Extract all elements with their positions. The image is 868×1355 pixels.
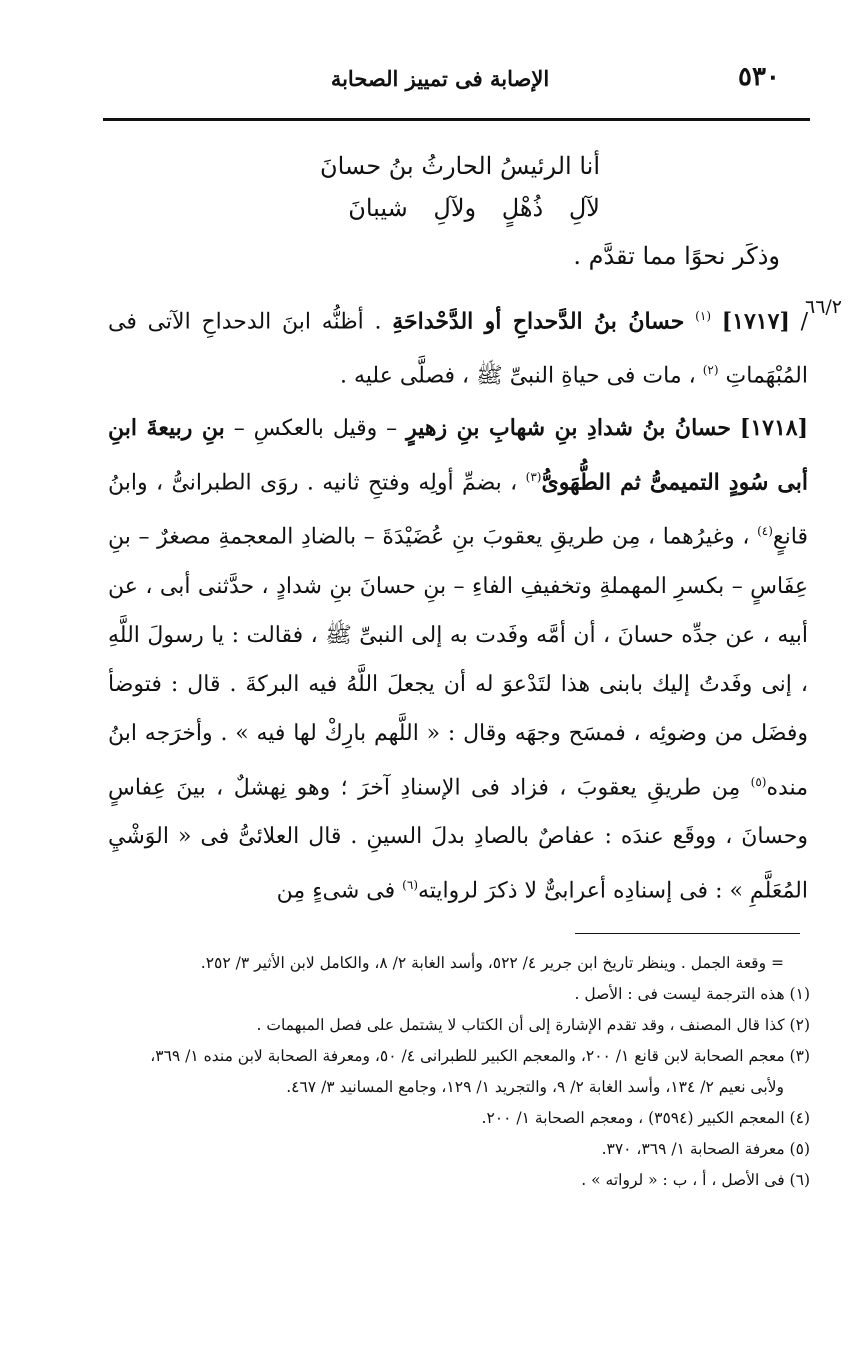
footnote-3-continued: ولأبى نعيم ٢/ ١٣٤، وأسد الغابة ٢/ ٩، والتجريد ١/ ١٢٩، وجامع المسانيد ٣/ ٤٦٧. xyxy=(286,1078,784,1096)
entry-prefix: / xyxy=(800,309,809,335)
margin-reference: ٦٦/٢ xyxy=(805,296,843,318)
footnote-4: (٤) المعجم الكبير (٣٥٩٤) ، ومعجم الصحابة ١/ ٢٠٠. xyxy=(481,1109,810,1127)
verse-line-3: وذكَر نحوًا مما تقدَّم . xyxy=(573,242,780,270)
entry-number: [١٧١٨] xyxy=(739,415,809,441)
footnote-mark: (٤) xyxy=(757,524,773,539)
footnote-mark: (٣) xyxy=(525,470,542,484)
entry-text: فى شىءٍ مِن xyxy=(276,878,396,904)
verse-line-1: أنا الرئيسُ الحارثُ بنُ حسانَ xyxy=(319,152,600,180)
footnote-3: (٣) معجم الصحابة لابن قانع ١/ ٢٠٠، والمعجم الكبير للطبرانى ٤/ ٥٠، ومعرفة الصحابة لابن منده ١/ ٣٦٩، xyxy=(150,1047,810,1065)
entry-name: حسانُ بنُ شدادِ بنِ شهابِ بنِ زهيرٍ xyxy=(406,415,731,441)
entry-text: ، وغيرُهما ، مِن طريقِ يعقوبَ بنِ عُضَيْدَةَ – بالضادِ المعجمةِ مصغرٌ – بنِ عِفَاسٍ – بكسرِ المهملةِ وتخفيفِ الفاءِ – بنِ حسانَ بنِ شدادٍ ، حدَّثنى أبى ، عن أبيه ، عن جدِّه حسانَ ، أن أمَّه وفَدت به إلى النبىِّ ﷺ ، فقالت : يا رسولَ اللَّهِ ، إنى وفَدتُ إليك بابنى هذا لتَدْعوَ له أن يجعلَ اللَّهُ فيه البركةَ . قال : فتوضأ وفضَل من وضوئِه ، فمسَح وجهَه وقال : « اللَّهم بارِكْ لها فيه » . وأخرَجه ابنُ منده xyxy=(108,524,808,800)
footnote-5: (٥) معرفة الصحابة ١/ ٣٦٩، ٣٧٠. xyxy=(601,1140,810,1158)
footnote-1: (١) هذه الترجمة ليست فى : الأصل . xyxy=(574,985,810,1003)
entry-text: . أظنُّه ابنَ الدحداحِ الآتى فى المُبْهَماتِ xyxy=(108,309,808,389)
footnote-mark: (٥) xyxy=(750,774,767,789)
footnote-continuation: = وقعة الجمل . وينظر تاريخ ابن جرير ٤/ ٥٢٢، وأسد الغابة ٢/ ٨، والكامل لابن الأثير ٣/ ٢٥٢. xyxy=(200,954,784,972)
footnote-6: (٦) فى الأصل ، أ ، ب : « لرواته » . xyxy=(581,1171,810,1189)
entry-name-continued: بنِ ربيعةَ ابنِ أبى سُودٍ التميمىُّ ثم الطُّهَوىُّ xyxy=(108,415,809,496)
footnote-mark: (١) xyxy=(695,309,711,323)
entry-text: ، بضمِّ أولِه وفتحِ ثانيه . روَى الطبرانىُّ ، وابنُ قانعٍ xyxy=(108,470,808,550)
running-head-title: الإصابة فى تمييز الصحابة xyxy=(330,66,550,91)
entry-text: ، مات فى حياةِ النبىِّ ﷺ ، فصلَّى عليه . xyxy=(340,363,696,389)
header-rule xyxy=(103,118,810,121)
entry-1718 xyxy=(108,404,808,944)
footnote-2: (٢) كذا قال المصنف ، وقد تقدم الإشارة إلى أن الكتاب لا يشتمل على فصل المبهمات . xyxy=(256,1016,810,1034)
page-number: ٥٣٠ xyxy=(738,62,780,92)
footnote-mark: (٢) xyxy=(702,363,719,378)
entry-text: – وقيل بالعكسِ – xyxy=(233,416,398,441)
entry-number: [١٧١٧] xyxy=(721,308,790,335)
footnotes xyxy=(108,948,810,1196)
footnote-mark: (٦) xyxy=(402,877,418,892)
entry-text: مِن طريقِ يعقوبَ ، فزاد فى الإسنادِ آخرَ ؛ وهو نِهشلٌ ، بينَ عِفاسٍ وحسانَ ، ووقَع عندَه : عفاصٌ بالصادِ بدلَ السينِ . قال العلائىُّ فى « الوَشْيِ المُعَلَّمِ » : فى إسنادِه أعرابىٌّ لا ذكرَ لروايته xyxy=(108,774,808,904)
verse-line-2: لآلِ ذُهْلٍ ولآلِ شيبانَ xyxy=(348,194,600,222)
entry-1717 xyxy=(108,292,808,392)
footnote-rule xyxy=(575,933,800,934)
entry-name: حسانُ بنُ الدَّحداحِ أو الدَّحْداحَةِ xyxy=(392,308,685,335)
